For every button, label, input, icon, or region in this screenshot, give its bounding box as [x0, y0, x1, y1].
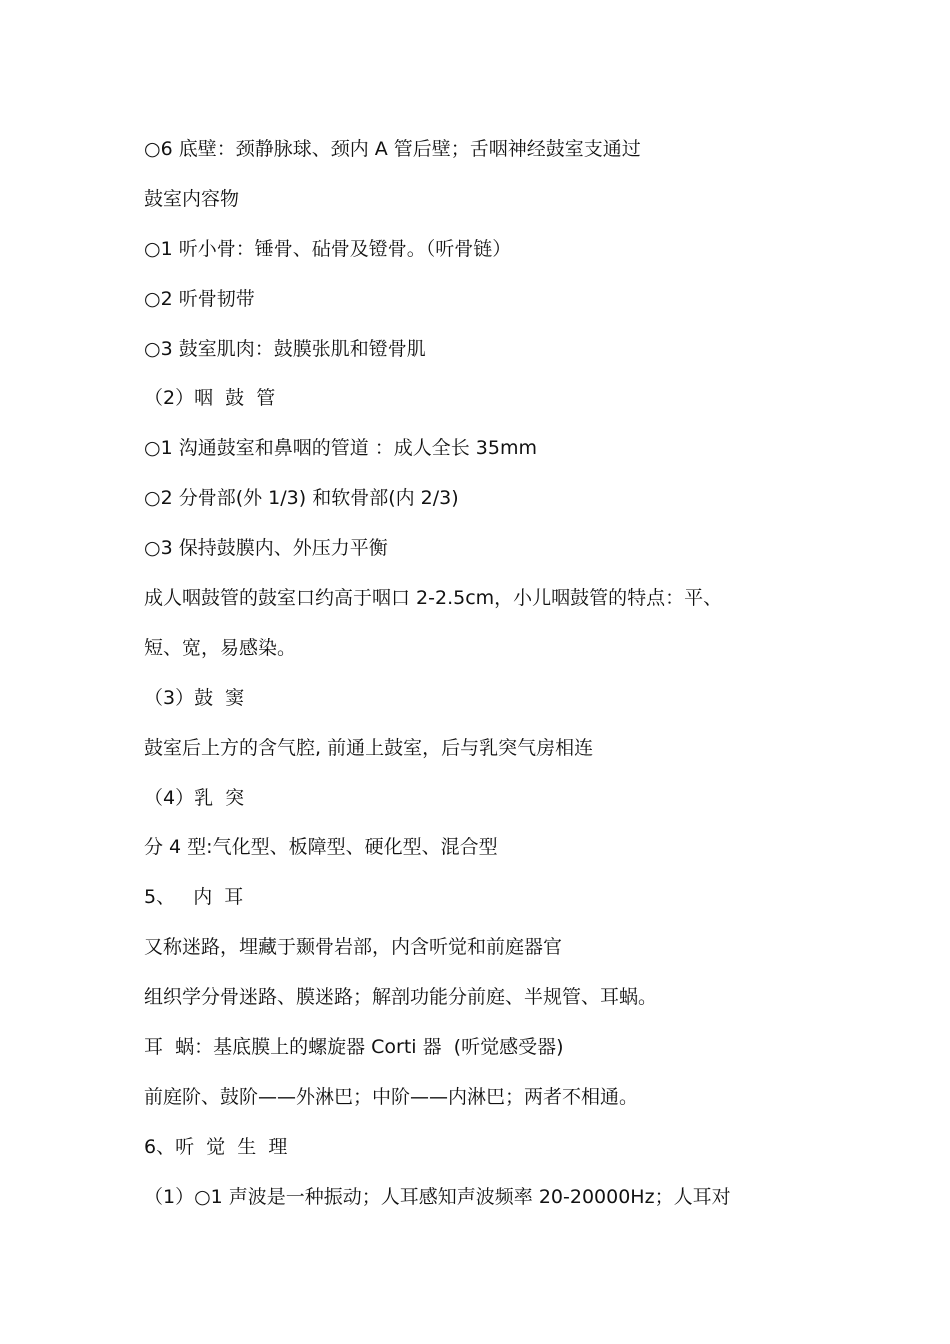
text-line: ○1 听小骨：锤骨、砧骨及镫骨。（听骨链）: [144, 237, 512, 260]
paragraph-line: （1）○1 声波是一种振动；人耳感知声波频率 20-20000Hz；人耳对: [144, 1185, 731, 1208]
paragraph-line: 前庭阶、鼓阶——外淋巴；中阶——内淋巴；两者不相通。: [144, 1085, 639, 1108]
document-body: [144, 133, 824, 1231]
section-heading: 5、 内 耳: [144, 886, 244, 909]
section-heading: （4）乳 突: [144, 786, 245, 809]
text-line: ○2 分骨部(外 1/3) 和软骨部(内 2/3): [144, 487, 459, 510]
section-heading: （3）鼓 窦: [144, 686, 245, 709]
text-line: ○3 鼓室肌肉：鼓膜张肌和镫骨肌: [144, 337, 426, 360]
text-line: ○1 沟通鼓室和鼻咽的管道 ：成人全长 35mm: [144, 437, 537, 460]
paragraph-line: 组织学分骨迷路、膜迷路；解剖功能分前庭、半规管、耳蜗。: [144, 986, 658, 1009]
text-line: ○6 底壁：颈静脉球、颈内 A 管后壁；舌咽神经鼓室支通过: [144, 138, 641, 160]
paragraph-line: 成人咽鼓管的鼓室口约高于咽口 2-2.5cm，小儿咽鼓管的特点：平、: [144, 587, 723, 610]
paragraph-line: 又称迷路，埋藏于颞骨岩部，内含听觉和前庭器官: [144, 936, 563, 959]
text-line: ○3 保持鼓膜内、外压力平衡: [144, 537, 388, 560]
section-heading: 鼓室内容物: [144, 187, 240, 210]
section-heading: （2）咽 鼓 管: [144, 387, 276, 410]
text-line: ○2 听骨韧带: [144, 287, 255, 310]
paragraph-line: 分 4 型:气化型、板障型、硬化型、混合型: [144, 836, 498, 859]
paragraph-line: 短、宽，易感染。: [144, 636, 297, 659]
paragraph-line: 鼓室后上方的含气腔, 前通上鼓室，后与乳突气房相连: [144, 736, 594, 759]
paragraph-line: 耳 蜗：基底膜上的螺旋器 Corti 器 (听觉感受器): [144, 1036, 564, 1059]
section-heading: 6、听 觉 生 理: [144, 1135, 288, 1158]
